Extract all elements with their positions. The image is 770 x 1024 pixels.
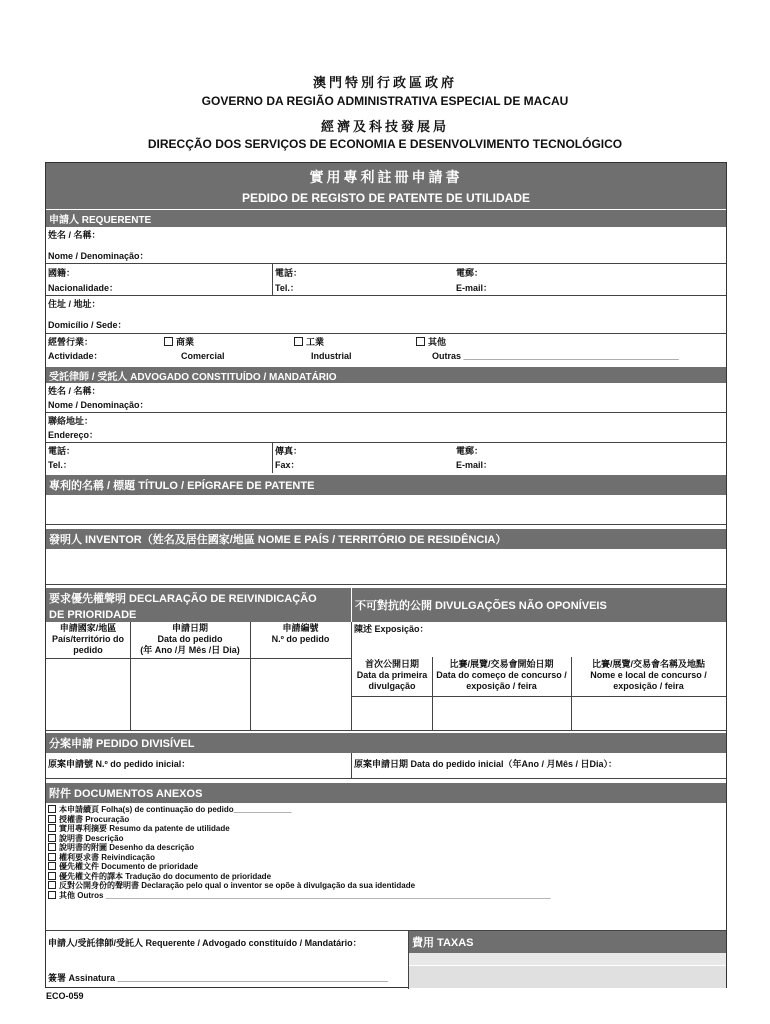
- section-mandatario: 受託律師 / 受託人 ADVOGADO CONSTITUÍDO / MANDATÁRIO: [46, 367, 726, 383]
- divulgacao-col-first-date: 首次公開日期 Data da primeira divulgação: [356, 659, 428, 691]
- mandatario-address-zh: 聯絡地址：: [48, 416, 94, 426]
- prioridade-heading-1: 要求優先權聲明 DECLARAÇÃO DE REIVINDICAÇÃO: [49, 592, 317, 605]
- anexo-item[interactable]: 說明書 Descrição: [48, 834, 724, 844]
- mandatario-email-zh: 電郵：: [456, 446, 484, 456]
- email-pt: E-mail：: [456, 283, 493, 293]
- anexo-item[interactable]: 實用專利摘要 Resumo da patente de utilidade: [48, 824, 724, 834]
- divulgacao-col-name-place: 比賽/展覽/交易會名稱及地點 Nome e local de concurso / exposição / feira: [590, 659, 707, 691]
- requerente-name-zh: 姓名 / 名稱：: [48, 230, 101, 240]
- checkbox-outras[interactable]: 其他: [416, 337, 446, 348]
- address-pt: Domicílio / Sede：: [48, 320, 127, 330]
- titulo-field[interactable]: [46, 495, 726, 525]
- mandatario-fax-zh: 傳真：: [275, 446, 303, 456]
- section-prioridade: [46, 588, 351, 622]
- prioridade-col-date: 申請日期 Data do pedido (年 Ano /月 Mês /日 Dia): [140, 623, 240, 655]
- section-inventor: 發明人 INVENTOR（姓名及居住國家/地區 NOME E PAÍS / TERRITÓRIO DE RESIDÊNCIA）: [46, 529, 726, 549]
- anexo-item[interactable]: 說明書的附圖 Desenho da descrição: [48, 843, 724, 853]
- form-title-zh: 實用專利註冊申請書: [309, 169, 463, 185]
- requerente-contact-row: [46, 264, 726, 296]
- address-zh: 住址 / 地址：: [48, 299, 101, 309]
- mandatario-contact-row: [46, 443, 726, 473]
- anexo-item[interactable]: 優先權文件的譯本 Tradução do documento de prioridade: [48, 872, 724, 882]
- section-divisivel: 分案申請 PEDIDO DIVISÍVEL: [46, 733, 726, 753]
- signature-field[interactable]: 簽署 Assinatura ______________________________________________________: [48, 973, 388, 983]
- inventor-field[interactable]: [46, 549, 726, 585]
- mandatario-name-pt: Nome / Denominação：: [48, 400, 149, 410]
- government-name-zh: 澳門特別行政區政府: [312, 75, 457, 90]
- activity-zh: 經營行業：: [48, 337, 94, 347]
- divulgacoes-exposicao[interactable]: 陳述 Exposição：: [354, 624, 429, 634]
- form-title-pt: PEDIDO DE REGISTO DE PATENTE DE UTILIDADE: [241, 191, 531, 205]
- department-name-zh: 經濟及科技發展局: [320, 119, 449, 134]
- tel-pt: Tel.：: [275, 283, 299, 293]
- form-title-block: [46, 163, 726, 209]
- comercial-pt: Comercial: [181, 351, 225, 361]
- mandatario-fax-pt: Fax：: [275, 460, 300, 470]
- prioridade-heading-2: DE PRIORIDADE: [49, 608, 137, 621]
- section-requerente: 申請人 REQUERENTE: [46, 210, 726, 227]
- industrial-pt: Industrial: [311, 351, 352, 361]
- anexo-item[interactable]: 優先權文件 Documento de prioridade: [48, 862, 724, 872]
- divisivel-row: [46, 753, 726, 779]
- anexo-item[interactable]: 權利要求書 Reivindicação: [48, 853, 724, 863]
- requerente-address-row[interactable]: [46, 296, 726, 334]
- divisivel-initial-number[interactable]: 原案申請號 N.º do pedido inicial：: [48, 759, 191, 769]
- anexos-list: [48, 805, 724, 900]
- anexo-item[interactable]: 其他 Outros ____________________________________________________________________________________________________: [48, 891, 724, 901]
- mandatario-address-pt: Endereço：: [48, 430, 99, 440]
- mandatario-name-row[interactable]: [46, 383, 726, 413]
- government-name-pt: GOVERNO DA REGIÃO ADMINISTRATIVA ESPECIAL DE MACAU: [201, 94, 569, 108]
- nationality-pt: Nacionalidade：: [48, 283, 119, 293]
- mandatario-address-row[interactable]: [46, 413, 726, 443]
- mandatario-name-zh: 姓名 / 名稱：: [48, 386, 101, 396]
- checkbox-comercial[interactable]: 商業: [164, 337, 194, 348]
- department-name-pt: DIRECÇÃO DOS SERVIÇOS DE ECONOMIA E DESENVOLVIMENTO TECNOLÓGICO: [147, 137, 623, 151]
- taxas-shade: [409, 953, 726, 965]
- section-divulgacoes: 不可對抗的公開 DIVULGAÇÕES NÃO OPONÍVEIS: [351, 588, 726, 622]
- requerente-activity-row: [46, 334, 726, 364]
- divisivel-initial-date[interactable]: 原案申請日期 Data do pedido inicial（年Ano / 月Mês / 日Dia）：: [354, 759, 618, 769]
- mandatario-tel-zh: 電話：: [48, 446, 76, 456]
- mandatario-tel-pt: Tel.：: [48, 460, 72, 470]
- divulgacao-col-start-date: 比賽/展覽/交易會開始日期 Data do começo de concurso / exposição / feira: [436, 659, 567, 691]
- prioridade-col-number: 申請編號 N.º do pedido: [271, 623, 330, 644]
- checkbox-industrial[interactable]: 工業: [294, 337, 324, 348]
- taxas-field: [409, 966, 726, 988]
- form-code: ECO-059: [46, 991, 84, 1001]
- tel-zh: 電話：: [275, 268, 303, 278]
- prioridade-col-country: 申請國家/地區 País/território do pedido: [51, 623, 124, 655]
- outras-pt: Outras ___________________________________________: [432, 351, 679, 361]
- signature-label: 申請人/受託律師/受託人 Requerente / Advogado constituído / Mandatário：: [48, 938, 362, 948]
- form-body: [45, 162, 727, 988]
- requerente-name-pt: Nome / Denominação：: [48, 251, 149, 261]
- activity-pt: Actividade：: [48, 351, 103, 361]
- anexo-item[interactable]: 本申請續頁 Folha(s) de continuação do pedido_____________: [48, 805, 724, 815]
- section-anexos: 附件 DOCUMENTOS ANEXOS: [46, 783, 726, 803]
- email-zh: 電郵：: [456, 268, 484, 278]
- anexo-item[interactable]: 反對公開身份的聲明書 Declaração pelo qual o inventor se opõe à divulgação da sua identidade: [48, 881, 724, 891]
- anexo-item[interactable]: 授權書 Procuração: [48, 815, 724, 825]
- requerente-name-row[interactable]: [46, 227, 726, 264]
- section-titulo: 專利的名稱 / 標題 TÍTULO / EPÍGRAFE DE PATENTE: [46, 475, 726, 495]
- mandatario-email-pt: E-mail：: [456, 460, 493, 470]
- nationality-zh: 國籍：: [48, 268, 76, 278]
- taxas-heading: 費用 TAXAS: [409, 931, 726, 953]
